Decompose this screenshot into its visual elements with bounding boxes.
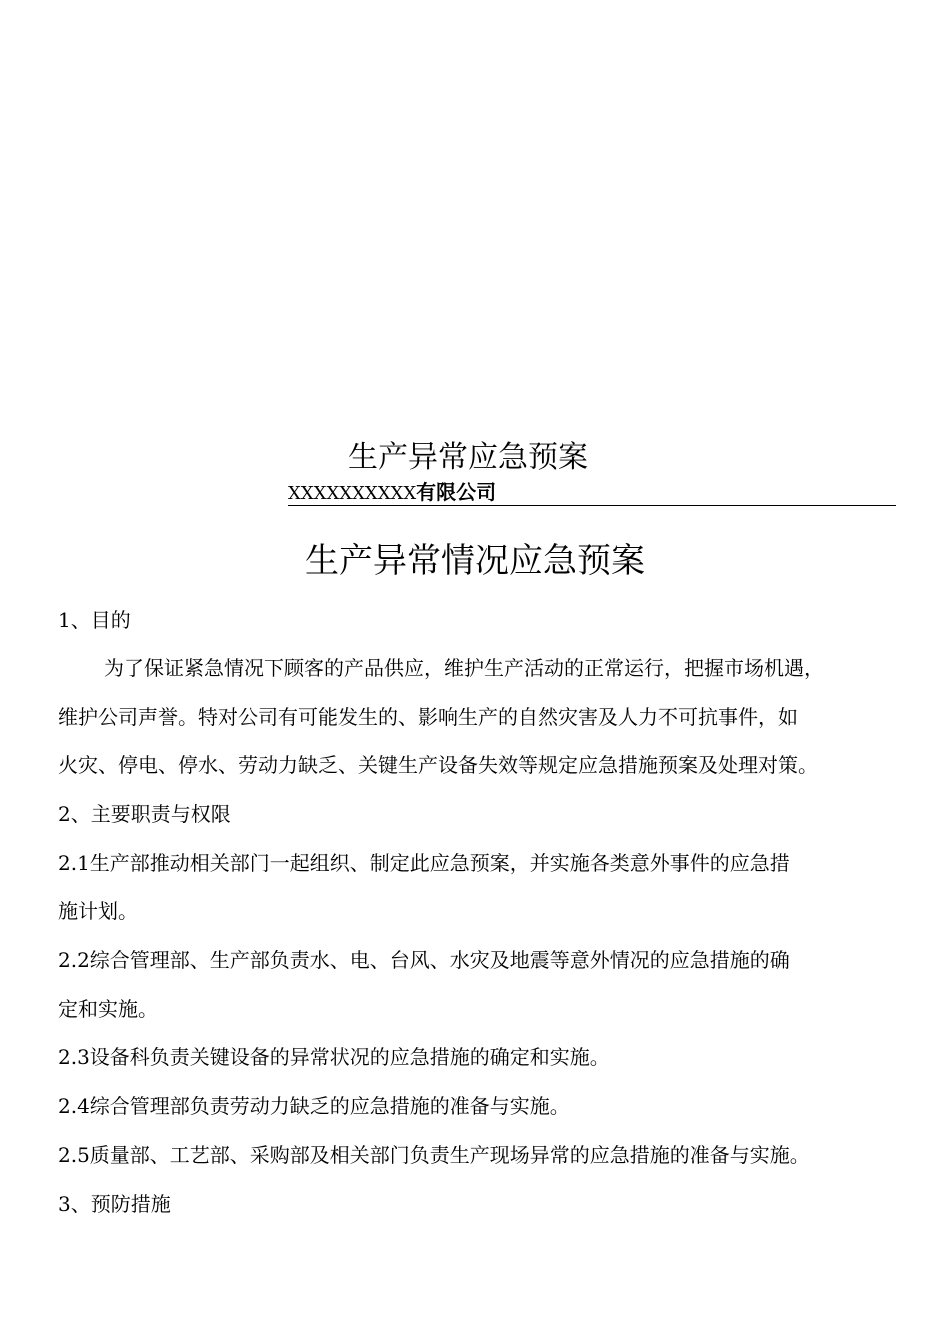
header-divider	[288, 505, 896, 506]
section-heading-purpose: 1、目的	[58, 608, 131, 632]
paragraph-line: 2.2综合管理部、生产部负责水、电、台风、水灾及地震等意外情况的应急措施的确	[58, 948, 790, 972]
cover-title: 生产异常应急预案	[348, 440, 588, 475]
paragraph-line: 2.1生产部推动相关部门一起组织、制定此应急预案，并实施各类意外事件的应急措	[58, 851, 790, 875]
company-name	[288, 479, 496, 507]
paragraph-line: 2.4综合管理部负责劳动力缺乏的应急措施的准备与实施。	[58, 1094, 570, 1118]
paragraph-line: 2.3设备科负责关键设备的异常状况的应急措施的确定和实施。	[58, 1045, 610, 1069]
paragraph-line: 为了保证紧急情况下顾客的产品供应，维护生产活动的正常运行，把握市场机遇，	[104, 656, 824, 680]
company-name-prefix: XXXXXXXXXX	[288, 483, 417, 504]
section-heading-responsibilities: 2、主要职责与权限	[58, 802, 231, 826]
paragraph-line: 2.5质量部、工艺部、采购部及相关部门负责生产现场异常的应急措施的准备与实施。	[58, 1143, 810, 1167]
company-name-suffix: 有限公司	[416, 480, 497, 504]
document-title: 生产异常情况应急预案	[305, 541, 645, 581]
paragraph-line: 火灾、停电、停水、劳动力缺乏、关键生产设备失效等规定应急措施预案及处理对策。	[58, 753, 818, 777]
paragraph-line: 定和实施。	[58, 997, 158, 1021]
paragraph-line: 施计划。	[58, 899, 138, 923]
section-heading-prevention: 3、预防措施	[58, 1192, 171, 1216]
paragraph-line: 维护公司声誉。特对公司有可能发生的、影响生产的自然灾害及人力不可抗事件，如	[58, 705, 798, 729]
